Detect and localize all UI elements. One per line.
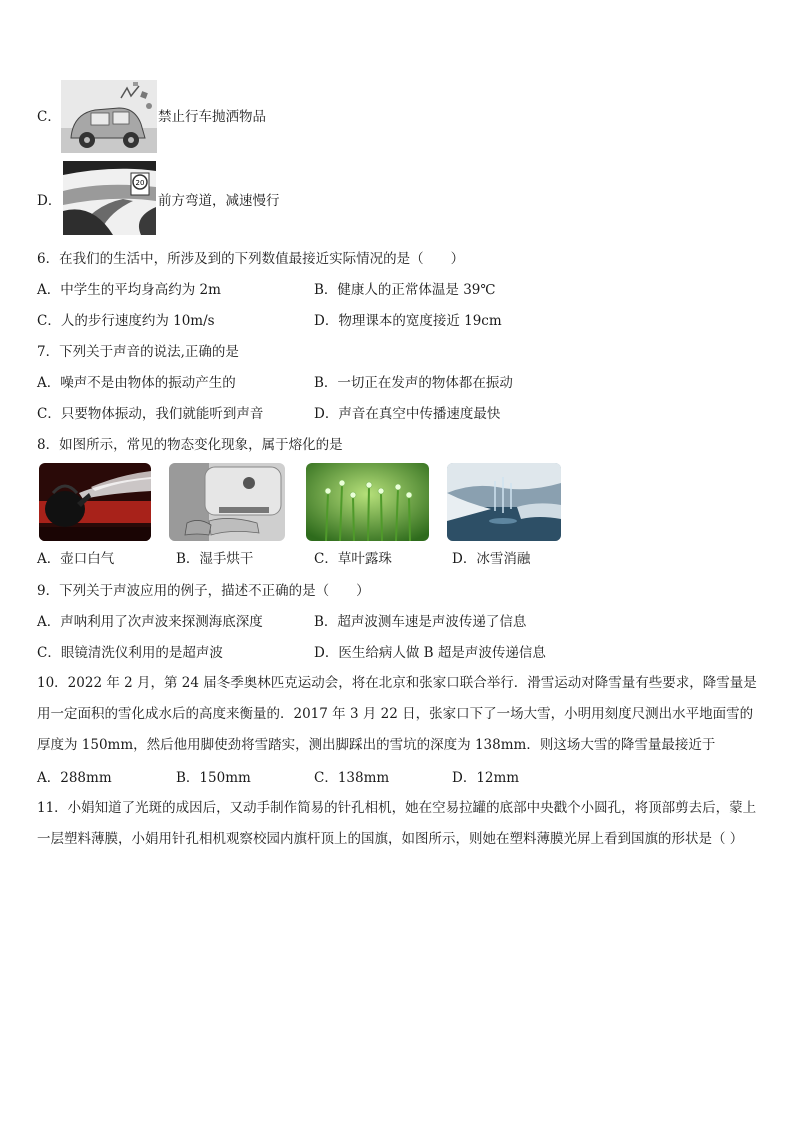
q10-stem: 10．2022 年 2 月，第 24 届冬季奥林匹克运动会，将在北京和张家口联合举行．滑雪运动对降雪量有些要求，降雪量是用一定面积的雪化成水后的高度来衡量的．2017 年 3 月 22 日，张家口下了一场大雪，小明用刻度尺测出水平地面雪的厚度为 150mm，然后他用脚使劲将雪踏实，测出脚踩出的雪坑的深度为 138mm．则这场大雪的降雪量最接近于	[37, 675, 757, 753]
q6-option-a: A．中学生的平均身高约为 2m	[37, 282, 221, 298]
q8-option-c: C．草叶露珠	[314, 551, 392, 567]
curve-road-illustration	[63, 161, 156, 235]
q7-stem: 7．下列关于声音的说法,正确的是	[37, 344, 239, 360]
q6-option-c: C．人的步行速度约为 10m/s	[37, 313, 215, 329]
q7-option-c: C．只要物体振动，我们就能听到声音	[37, 406, 264, 422]
q7-option-b: B．一切正在发声的物体都在振动	[314, 375, 513, 391]
hand-dryer-image	[169, 463, 285, 541]
q9-option-c: C．眼镜清洗仪利用的是超声波	[37, 645, 223, 661]
hand-dryer-illustration	[169, 463, 285, 541]
grass-dew-image	[306, 463, 429, 541]
q5-option-c-text: 禁止行车抛洒物品	[158, 109, 266, 125]
q6-option-b: B．健康人的正常体温是 39℃	[314, 282, 496, 298]
curve-road-image	[63, 161, 156, 235]
kettle-steam-image	[39, 463, 151, 541]
q5-option-d-label: D．	[37, 193, 62, 209]
q10-option-c: C．138mm	[314, 770, 390, 786]
kettle-steam-illustration	[39, 463, 151, 541]
melting-ice-image	[447, 463, 561, 541]
q9-option-a: A．声呐利用了次声波来探测海底深度	[37, 614, 263, 630]
q8-option-d: D．冰雪消融	[452, 551, 531, 567]
car-litter-illustration	[61, 80, 157, 153]
melting-ice-illustration	[447, 463, 561, 541]
q10-option-a: A．288mm	[37, 770, 112, 786]
q9-stem: 9．下列关于声波应用的例子，描述不正确的是（ ）	[37, 583, 370, 599]
q7-option-d: D．声音在真空中传播速度最快	[314, 406, 501, 422]
q6-stem: 6．在我们的生活中，所涉及到的下列数值最接近实际情况的是（ ）	[37, 251, 465, 267]
q6-option-d: D．物理课本的宽度接近 19cm	[314, 313, 502, 329]
q10-option-b: B．150mm	[176, 770, 251, 786]
grass-dew-illustration	[306, 463, 429, 541]
q8-stem: 8．如图所示，常见的物态变化现象，属于熔化的是	[37, 437, 343, 453]
q8-option-b: B．湿手烘干	[176, 551, 254, 567]
q11-stem: 11．小娟知道了光斑的成因后，又动手制作简易的针孔相机，她在空易拉罐的底部中央戳个小圆孔，将顶部剪去后，蒙上一层塑料薄膜，小娟用针孔相机观察校园内旗杆顶上的国旗，如图所示，则她在塑料薄膜光屏上看到国旗的形状是（ ）	[37, 800, 757, 847]
q9-option-d: D．医生给病人做 B 超是声波传递信息	[314, 645, 546, 661]
q5-option-d-text: 前方弯道，减速慢行	[158, 193, 280, 209]
q10-option-d: D．12mm	[452, 770, 520, 786]
q9-option-b: B．超声波测车速是声波传递了信息	[314, 614, 527, 630]
speed-limit-number: 20	[135, 179, 145, 187]
q5-option-c-label: C．	[37, 109, 61, 125]
car-litter-image	[61, 80, 157, 153]
q7-option-a: A．噪声不是由物体的振动产生的	[37, 375, 236, 391]
q8-option-a: A．壶口白气	[37, 551, 115, 567]
